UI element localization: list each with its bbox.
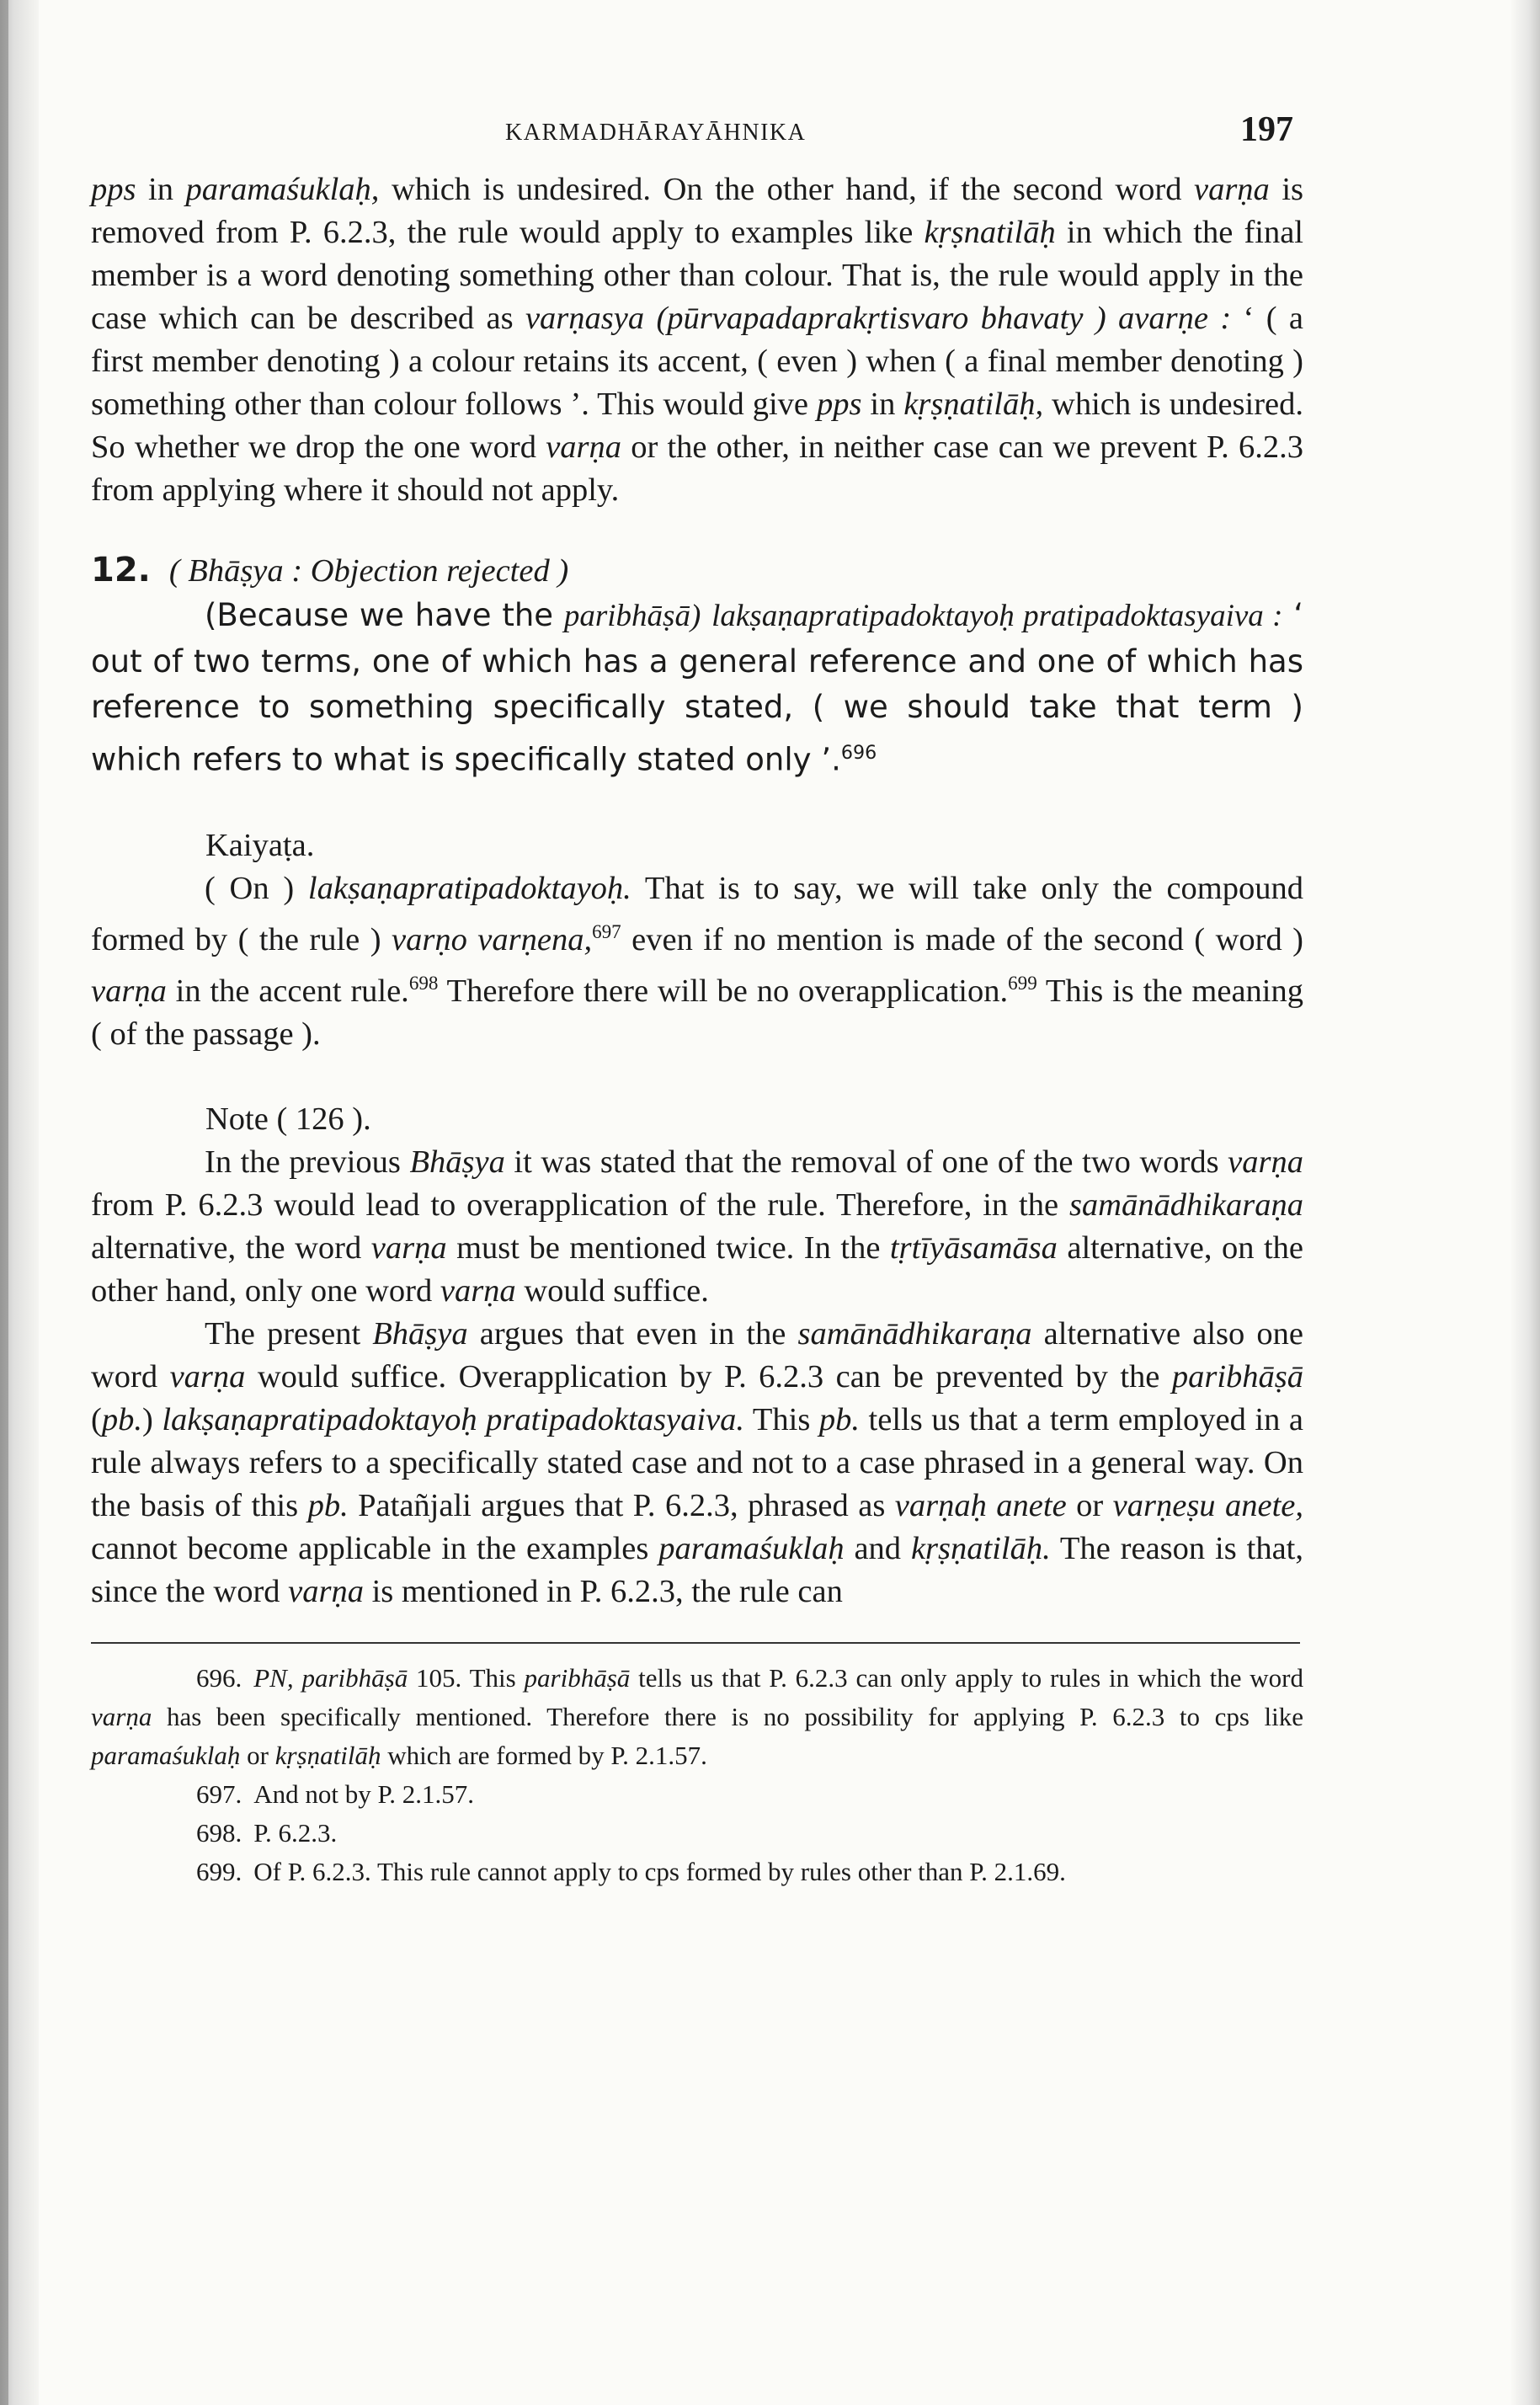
text-run: must be mentioned twice. In the <box>446 1229 890 1266</box>
italic-term: pb. <box>307 1487 349 1523</box>
text-run: in <box>861 387 904 422</box>
text-run: which is undesired. So whether we drop the one word <box>91 387 1303 465</box>
note-heading: Note ( 126 ). <box>205 1101 371 1137</box>
text-run: And not by P. 2.1.57. <box>253 1778 475 1809</box>
italic-term: paramaśuklaḥ, <box>185 172 380 207</box>
italic-term: varṇa <box>440 1272 516 1309</box>
italic-term: Bhāṣya <box>372 1315 468 1352</box>
text-run: alternative, on the other hand, only one word <box>91 1229 1303 1309</box>
italic-term: kṛṣnatilāḥ <box>924 215 1056 250</box>
footnotes <box>91 1659 1303 1891</box>
main-text <box>91 168 1303 1613</box>
italic-term: paribhāṣā) <box>563 599 701 633</box>
text-run: would suffice. <box>515 1272 709 1309</box>
scan-edge-right <box>1511 0 1540 2405</box>
footnote-number: 697. <box>196 1778 242 1809</box>
footnote-698 <box>91 1814 1303 1853</box>
text-run: ) <box>141 1401 163 1437</box>
text-run: has been specifically mentioned. Therefore there is no possibility for applying P. 6.2.3 to cps like <box>152 1701 1303 1731</box>
italic-term: varṇa <box>546 429 622 465</box>
text-run: from P. 6.2.3 would lead to overapplication of the rule. Therefore, in the <box>91 1187 1069 1223</box>
italic-term: varṇa <box>288 1573 364 1609</box>
italic-term: pps <box>816 387 862 422</box>
text-run: in which the final member is a word denoting something other than colour. That is, the rule would apply in the case which can be described as <box>91 215 1304 336</box>
italic-term: varṇa <box>169 1358 246 1394</box>
text-run: Therefore there will be no overapplication. <box>438 973 1009 1009</box>
italic-term: varṇasya (pūrvapadaprakṛtisvaro bhavaty ) avarṇe : <box>525 301 1232 336</box>
italic-term: varṇa <box>370 1229 447 1266</box>
section-number: 12. <box>91 551 151 589</box>
footnote-697 <box>91 1775 1303 1814</box>
text-run: (Because we have the <box>205 597 564 633</box>
page-number: 197 <box>1240 110 1293 149</box>
italic-term: varṇa <box>1228 1144 1303 1180</box>
text-run: ( <box>91 1401 102 1437</box>
italic-term: lakṣaṇapratipadoktayoḥ. <box>307 871 631 907</box>
italic-term: samānādhikaraṇa <box>797 1315 1032 1352</box>
text-run: ‘ out of two terms, one of which has a general reference and one of which has reference to something specifically stated, ( we should take that term ) which refers to what is specifically stated only ’. <box>91 597 1303 778</box>
kaiyata-paragraph <box>91 867 1303 1056</box>
italic-term: tṛtīyāsamāsa <box>889 1229 1058 1266</box>
italic-term: kṛṣṇatilāḥ. <box>910 1530 1051 1566</box>
italic-term: varṇo varṇena, <box>392 922 593 958</box>
italic-term: kṛṣṇatilāḥ, <box>903 387 1044 422</box>
text-run: which is undesired. On the other hand, if the second word <box>379 172 1194 207</box>
kaiyata-heading: Kaiyaṭa. <box>205 828 315 864</box>
footnote-699 <box>91 1853 1303 1891</box>
italic-term: paramaśuklaḥ <box>658 1530 845 1566</box>
text-run: is mentioned in P. 6.2.3, the rule can <box>363 1573 843 1609</box>
footnote-ref: 696 <box>840 742 877 764</box>
footnote-number: 699. <box>196 1856 242 1886</box>
text-run <box>701 597 711 633</box>
text-run: alternative, the word <box>91 1229 371 1266</box>
footnote-ref: 699 <box>1008 972 1037 995</box>
italic-term: lakṣaṇapratipadoktayoḥ pratipadoktasyaiva. <box>162 1401 745 1437</box>
text-run: in the accent rule. <box>166 973 409 1009</box>
page <box>91 109 1303 1891</box>
italic-term: pps <box>91 172 136 207</box>
text-run: That is to say, we will take only the compound formed by ( the rule ) <box>91 871 1303 958</box>
italic-term: varṇeṣu anete, <box>1112 1487 1304 1523</box>
footnote-ref: 697 <box>592 920 621 943</box>
section-heading <box>91 549 1303 593</box>
text-run: or <box>1066 1487 1113 1523</box>
text-run: or <box>240 1740 275 1770</box>
text-run: would suffice. Overapplication by P. 6.2.3 can be prevented by the <box>245 1358 1172 1394</box>
text-run: Of P. 6.2.3. This rule cannot apply to cps formed by rules other than P. 2.1.69. <box>253 1856 1066 1886</box>
text-run: This is the meaning ( of the passage ). <box>91 973 1303 1052</box>
text-run: The reason is that, since the word <box>91 1530 1303 1609</box>
text-run: argues that even in the <box>467 1315 798 1352</box>
italic-term: paribhāṣā <box>1171 1358 1304 1394</box>
text-run: cannot become applicable in the examples <box>91 1530 659 1566</box>
note-paragraph-1 <box>91 1141 1303 1313</box>
footnote-number: 696. <box>196 1662 242 1693</box>
text-run: This <box>744 1401 819 1437</box>
italic-term: Bhāṣya <box>409 1144 505 1180</box>
text-run: In the previous <box>205 1144 410 1180</box>
text-run: is removed from P. 6.2.3, the rule would apply to examples like <box>91 172 1304 250</box>
text-run: P. 6.2.3. <box>253 1817 338 1848</box>
italic-term: varṇaḥ anete <box>894 1487 1067 1523</box>
footnote-rule <box>91 1642 1300 1644</box>
text-run: ( On ) <box>205 871 308 907</box>
italic-term: varṇa <box>91 1701 152 1731</box>
note-paragraph-2 <box>91 1313 1303 1613</box>
italic-term: samānādhikaraṇa <box>1068 1187 1303 1223</box>
italic-term: varṇa <box>1193 172 1270 207</box>
text-run: or the other, in neither case can we prevent P. 6.2.3 from applying where it should not apply. <box>91 429 1303 508</box>
bhasya-paragraph <box>91 593 1303 782</box>
footnote-696 <box>91 1659 1303 1775</box>
running-head: KARMADHĀRAYĀHNIKA <box>505 120 807 146</box>
italic-term: paribhāṣā <box>301 1662 408 1693</box>
text-run: 105. This <box>408 1662 525 1693</box>
italic-term: pb. <box>101 1401 142 1437</box>
text-run: Patañjali argues that P. 6.2.3, phrased as <box>348 1487 895 1523</box>
section-title: ( Bhāṣya : Objection rejected ) <box>168 553 569 589</box>
text-run: tells us that a term employed in a rule always refers to a specifically stated case and not to a case phrased in a general way. On the basis of this <box>91 1401 1303 1523</box>
text-run: The present <box>205 1315 373 1352</box>
italic-term: varṇa <box>91 973 167 1009</box>
footnote-ref: 698 <box>408 972 439 995</box>
text-run: tells us that P. 6.2.3 can only apply to rules in which the word <box>630 1662 1303 1693</box>
text-run: it was stated that the removal of one of the two words <box>504 1144 1228 1180</box>
italic-term: paribhāṣā <box>524 1662 631 1693</box>
italic-term: PN, <box>253 1662 294 1693</box>
text-run: ‘ ( a first member denoting ) a colour retains its accent, ( even ) when ( a final member denoting ) something other than colour follows ’. This would give <box>91 301 1304 422</box>
text-run: which are formed by P. 2.1.57. <box>381 1740 707 1770</box>
paragraph-continued <box>91 168 1303 512</box>
page-header <box>91 109 1303 168</box>
text-run <box>294 1663 302 1693</box>
italic-term: kṛṣṇatilāḥ <box>274 1740 381 1770</box>
text-run: alternative also one word <box>91 1315 1303 1394</box>
text-run: and <box>844 1530 911 1566</box>
italic-term: lakṣaṇapratipadoktayoḥ pratipadoktasyaiva : <box>711 599 1283 633</box>
italic-term: paramaśuklaḥ <box>91 1740 241 1770</box>
text-run: in <box>136 172 186 207</box>
italic-term: pb. <box>818 1401 860 1437</box>
scan-edge-left-dark <box>0 0 8 2405</box>
footnote-number: 698. <box>196 1817 242 1848</box>
text-run: even if no mention is made of the second ( word ) <box>621 922 1303 958</box>
